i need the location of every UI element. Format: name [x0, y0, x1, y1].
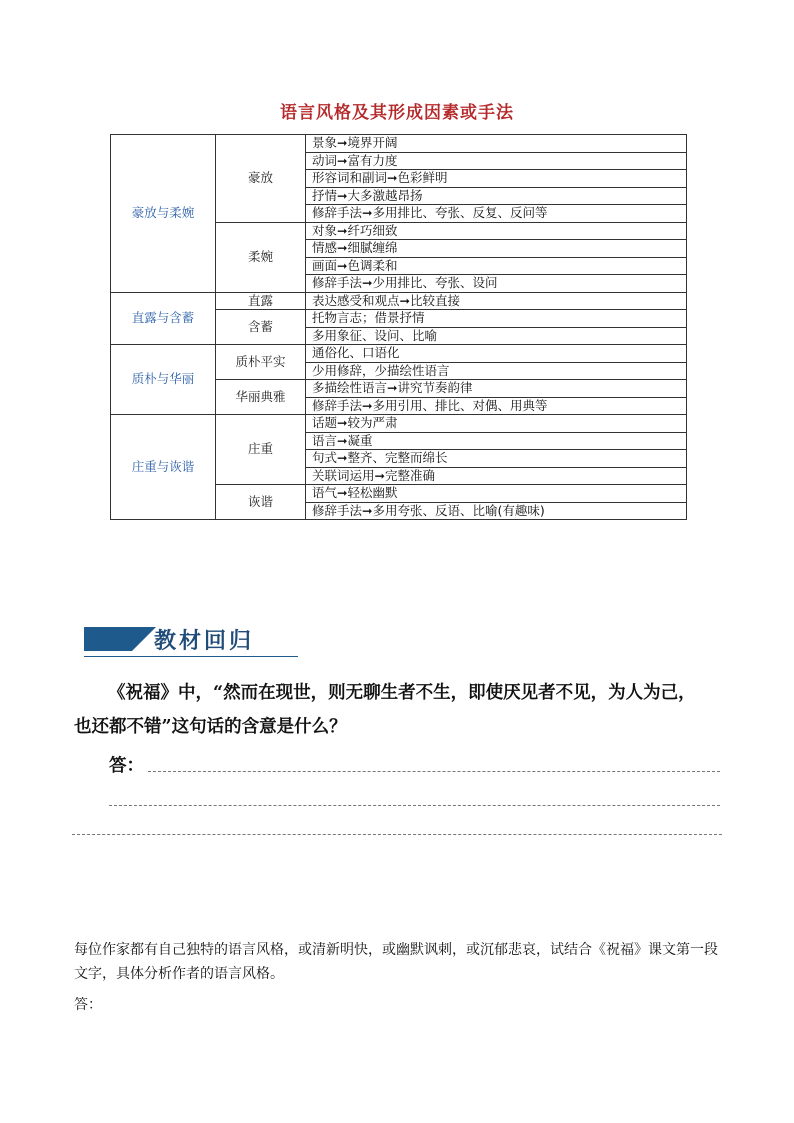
question-2 [74, 938, 734, 986]
style-detail-cell: 话题➞较为严肃 [306, 415, 687, 433]
section-header [84, 624, 298, 654]
style-detail-cell: 修辞手法➞多用夸张、反语、比喻(有趣味) [306, 502, 687, 520]
language-style-table [110, 134, 687, 520]
style-subtype-cell: 柔婉 [216, 222, 306, 292]
style-subtype-cell: 庄重 [216, 415, 306, 485]
style-detail-cell: 修辞手法➞多用排比、夸张、反复、反问等 [306, 205, 687, 223]
style-detail-cell: 托物言志；借景抒情 [306, 310, 687, 328]
style-detail-cell: 表达感受和观点➞比较直接 [306, 292, 687, 310]
style-detail-cell: 多描绘性语言➞讲究节奏韵律 [306, 380, 687, 398]
style-detail-cell: 对象➞纤巧细致 [306, 222, 687, 240]
section-underline [84, 656, 298, 657]
table-row [111, 292, 687, 310]
style-detail-cell: 修辞手法➞多用引用、排比、对偶、用典等 [306, 397, 687, 415]
document-title: 语言风格及其形成因素或手法 [280, 103, 514, 123]
style-subtype-cell: 诙谐 [216, 485, 306, 520]
style-detail-cell: 多用象征、设问、比喻 [306, 327, 687, 345]
section-title: 教材回归 [154, 628, 255, 654]
table-row [111, 135, 687, 153]
style-category-cell: 庄重与诙谐 [111, 415, 216, 520]
style-detail-cell: 抒情➞大多激越昂扬 [306, 187, 687, 205]
question-2-line-2: 文字，具体分析作者的语言风格。 [74, 966, 284, 982]
style-detail-cell: 通俗化、口语化 [306, 345, 687, 363]
style-detail-cell: 语言➞凝重 [306, 432, 687, 450]
section-banner-bar [84, 627, 132, 651]
table-row [111, 415, 687, 433]
style-subtype-cell: 含蓄 [216, 310, 306, 345]
style-detail-cell: 关联词运用➞完整准确 [306, 467, 687, 485]
style-category-cell: 豪放与柔婉 [111, 135, 216, 293]
answer-2-label: 答： [74, 997, 102, 1013]
style-detail-cell: 修辞手法➞少用排比、夸张、设问 [306, 275, 687, 293]
section-banner-triangle [132, 627, 156, 651]
style-detail-cell: 景象➞境界开阔 [306, 135, 687, 153]
style-detail-cell: 画面➞色调柔和 [306, 257, 687, 275]
question-2-line-1: 每位作家都有自己独特的语言风格，或清新明快，或幽默讽刺，或沉郁悲哀，试结合《祝福》课文第一段 [74, 942, 718, 958]
style-detail-cell: 语气➞轻松幽默 [306, 485, 687, 503]
style-category-cell: 质朴与华丽 [111, 345, 216, 415]
style-detail-cell: 动词➞富有力度 [306, 152, 687, 170]
style-category-cell: 直露与含蓄 [111, 292, 216, 345]
table-row [111, 345, 687, 363]
style-subtype-cell: 直露 [216, 292, 306, 310]
style-subtype-cell: 质朴平实 [216, 345, 306, 380]
style-detail-cell: 形容词和副词➞色彩鲜明 [306, 170, 687, 188]
style-detail-cell: 少用修辞，少描绘性语言 [306, 362, 687, 380]
question-1 [74, 676, 724, 744]
style-subtype-cell: 豪放 [216, 135, 306, 223]
answer-1-line-3[interactable] [72, 834, 722, 835]
answer-1-line-2[interactable] [109, 805, 720, 806]
style-subtype-cell: 华丽典雅 [216, 380, 306, 415]
answer-1-line-1[interactable] [148, 771, 720, 772]
style-detail-cell: 情感➞细腻缠绵 [306, 240, 687, 258]
question-1-line-1: 《祝福》中，“然而在现世，则无聊生者不生，即使厌见者不见，为人为己， [108, 683, 696, 703]
question-1-line-2: 也还都不错”这句话的含意是什么？ [74, 717, 347, 737]
answer-1-label: 答： [109, 756, 144, 776]
style-detail-cell: 句式➞整齐、完整而绵长 [306, 450, 687, 468]
